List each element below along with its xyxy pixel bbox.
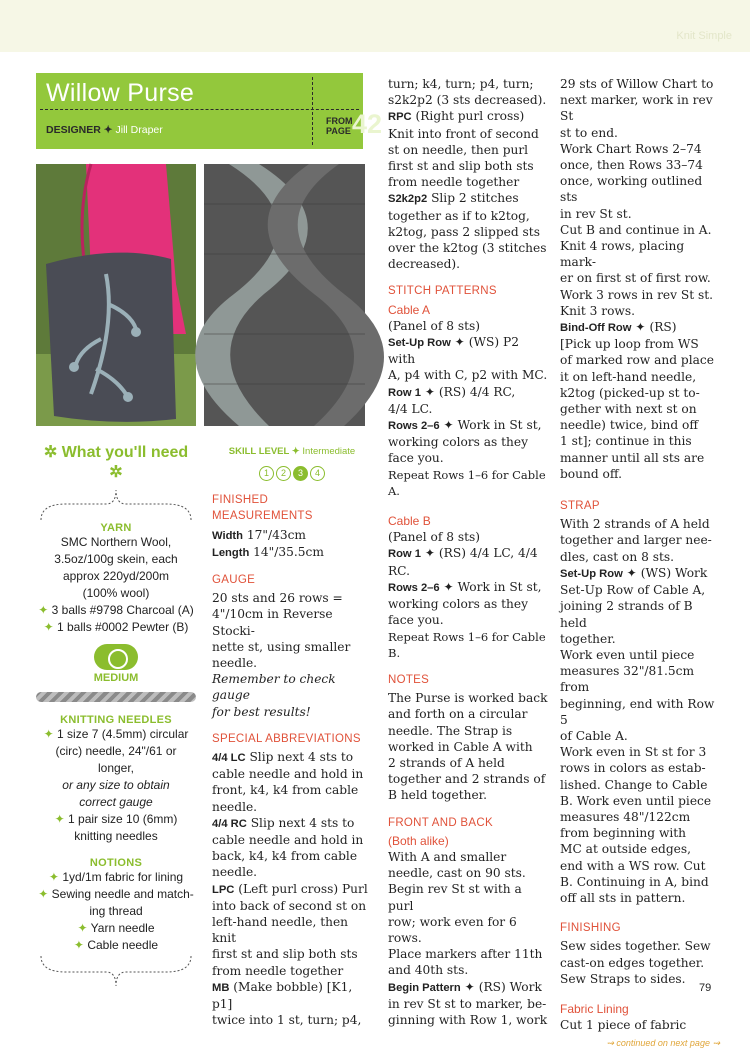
watermark: Knit Simple: [676, 30, 732, 42]
cable-detail-photo: [204, 164, 365, 426]
top-band: [0, 0, 750, 52]
cable-detail-image: [204, 164, 365, 426]
fabric-lining-heading: Fabric Lining: [560, 1001, 629, 1016]
yarn-description: SMC Northern Wool, 3.5oz/100g skein, each approx 220yd/200m (100% wool) ✦ 3 balls #9798 Charcoal (A) ✦ 1 balls #0002 Pewter (B): [38, 535, 194, 634]
designer-credit: DESIGNER ✦ Jill Draper: [46, 124, 163, 136]
cable-b-heading: Cable B: [388, 514, 431, 529]
front-back-subheading: (Both alike): [388, 833, 449, 848]
finished-measurements-heading: FINISHED MEASUREMENTS: [212, 494, 313, 523]
continued-note: ⇝ continued on next page ⇝: [606, 1038, 720, 1049]
divider: [312, 77, 313, 145]
stitch-patterns-heading: STITCH PATTERNS: [388, 285, 497, 298]
yarn-heading: YARN: [100, 522, 132, 534]
cable-a-heading: Cable A: [388, 302, 431, 317]
yarn-weight-label: MEDIUM: [93, 672, 139, 684]
from-page: 42: [352, 109, 383, 139]
what-you-need-heading: ✲ What you'll need ✲: [43, 444, 189, 481]
yarn-weight-icon: [94, 644, 138, 670]
special-abbreviations-heading: SPECIAL ABBREVIATIONS: [212, 732, 361, 745]
column-4: 29 sts of Willow Chart to next marker, work in rev St st to end. Work Chart Rows 2–74 once, then Rows 33–74 once, working outlined sts in rev St st. Cut B and continue in A. Knit 4 rows, placing mark- er on first st of first row. Work 3 rows in rev St st. Knit 3 rows. Bind-Off Row ✦ (RS) [Pick up loop from WS of marked row and place it on left-hand needle, k2tog (picked-up st to- gether with next st on needle) twice, bind off 1 st]; continue in this manner until all sts are bound off. STRAP With 2 strands of A held together and larger nee- dles, cast on 8 sts. Set-Up Row ✦ (WS) Work Set-Up Row of Cable A, joining 2 strands of B held together. Work even until piece measures 32"/81.5cm from beginning, end with Row 5 of Cable A. Work even in St st for 3 rows in colors as estab- lished. Change to Cable B. Work even until piece measures 48"/122cm from beginning with MC at outside edges, end with a WS row. Cut B. Continuing in A, bind off all sts in pattern. FINISHING Sew sides together. Sew cast-on edges together. Sew Straps to sides. Fabric Lining Cut 1 piece of fabric ⇝ continued on next page ⇝: [560, 76, 720, 1052]
notions-heading: NOTIONS: [89, 857, 143, 869]
brace-ornament: [36, 482, 196, 522]
skill-circle-active: 3: [293, 466, 308, 481]
from-label: FROM PAGE: [326, 116, 353, 136]
skill-rating: [212, 464, 372, 481]
page-number: 79: [699, 982, 712, 994]
notes-heading: NOTES: [388, 673, 430, 686]
needles-heading: KNITTING NEEDLES: [60, 714, 172, 726]
strap-heading: STRAP: [560, 500, 600, 513]
page-title: Willow Purse: [46, 79, 195, 107]
title-banner: [36, 73, 383, 149]
skill-level: SKILL LEVEL ✦ Intermediate: [228, 446, 356, 457]
skill-circle: 4: [310, 466, 325, 481]
rope-divider: [36, 692, 196, 702]
skill-circle: 2: [276, 466, 291, 481]
needles-list: ✦ 1 size 7 (4.5mm) circular (circ) needle, 24"/61 or longer, or any size to obtain correct gauge ✦ 1 pair size 10 (6mm) knitting needles: [43, 727, 189, 843]
column-2: SKILL LEVEL ✦ Intermediate 1 2 3 4 FINISHED MEASUREMENTS Width 17"/43cm Length 14"/35.5cm GAUGE 20 sts and 26 rows = 4"/10cm in Reverse Stocki- nette st, using smaller needle. Remember to check gauge for best results! SPECIAL ABBREVIATIONS 4/4 LC Slip next 4 sts to cable needle and hold in front, k4, k4 from cable needle. 4/4 RC Slip next 4 sts to cable needle and hold in back, k4, k4 from cable needle. LPC (Left purl cross) Purl into back of second st on left-hand needle, then knit first st and slip both sts from needle together MB (Make bobble) [K1, p1] twice into 1 st, turn; p4,: [212, 444, 372, 1029]
brace-ornament-bottom: [36, 954, 196, 994]
materials-column: [36, 440, 196, 994]
column-3: turn; k4, turn; p4, turn; s2k2p2 (3 sts decreased). RPC (Right purl cross) Knit into front of second st on needle, then purl first st and slip both sts from needle together S2k2p2 Slip 2 stitches together as if to k2tog, k2tog, pass 2 slipped sts over the k2tog (3 stitches decreased). STITCH PATTERNS Cable A (Panel of 8 sts) Set-Up Row ✦ (WS) P2 with A, p4 with C, p2 with MC. Row 1 ✦ (RS) 4/4 RC, 4/4 LC. Rows 2–6 ✦ Work in St st, working colors as they face you. Repeat Rows 1–6 for Cable A. Cable B (Panel of 8 sts) Row 1 ✦ (RS) 4/4 LC, 4/4 RC. Rows 2–6 ✦ Work in St st, working colors as they face you. Repeat Rows 1–6 for Cable B. NOTES The Purse is worked back and forth on a circular needle. The Strap is worked in Cable A with 2 strands of A held together and 2 strands of B held together. FRONT AND BACK (Both alike) With A and smaller needle, cast on 90 sts. Begin rev St st with a purl row; work even for 6 rows. Place markers after 11th and 40th sts. Begin Pattern ✦ (RS) Work in rev St st to marker, be- ginning with Row 1, work: [388, 77, 548, 1027]
gauge-heading: GAUGE: [212, 574, 256, 587]
purse-photo-image: [36, 164, 196, 426]
purse-photo: [36, 164, 196, 426]
skill-circle: 1: [259, 466, 274, 481]
notions-list: ✦ 1yd/1m fabric for lining ✦ Sewing needle and match- ing thread ✦ Yarn needle ✦ Cable needle: [38, 870, 194, 952]
finishing-heading: FINISHING: [560, 922, 621, 935]
front-back-heading: FRONT AND BACK: [388, 816, 493, 829]
